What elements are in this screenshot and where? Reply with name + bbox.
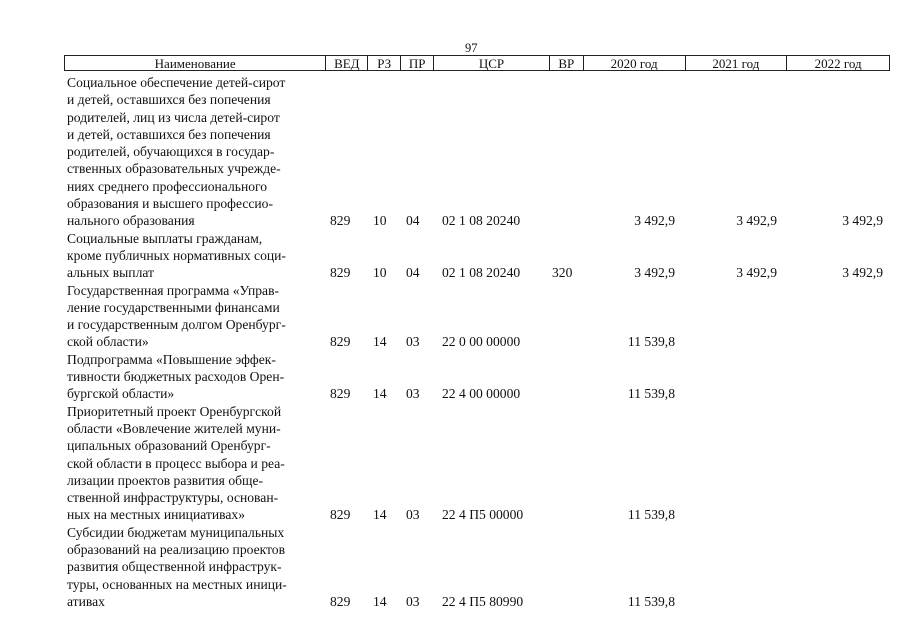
row-name-line: и государственным долгом Оренбург- [67,317,286,333]
cell-year-2020: 3 492,9 [634,265,675,281]
cell-year-2020: 11 539,8 [627,507,675,523]
row-name-line: Социальное обеспечение детей-сирот [67,75,286,90]
header-year-2020: 2020 год [584,56,686,70]
cell-csr: 22 4 П5 00000 [442,507,524,523]
row-name-line: бургской области» [67,386,175,402]
row-name-line: альных выплат [67,265,154,281]
header-year-2022: 2022 год [814,55,862,71]
row-name-line: туры, основанных на местных иници- [67,576,287,592]
row-name-line: ской области в процесс выбора и реа- [67,455,285,471]
cell-csr: 02 1 08 20240 [442,265,521,281]
table-row [0,230,905,282]
cell-vr: 320 [552,265,573,281]
cell-rz: 14 [373,334,387,350]
table-row [0,351,905,403]
header-vr: ВР [550,56,584,70]
page-number: 97 [465,41,478,55]
header-ved: ВЕД [326,56,368,70]
cell-year-2020: 11 539,8 [627,386,675,402]
cell-year-2022: 3 492,9 [842,265,883,281]
cell-csr: 22 4 00 00000 [442,386,521,402]
row-name-line: тивности бюджетных расходов Орен- [67,369,285,385]
cell-rz: 14 [373,593,387,609]
row-name-line: ципальных образований Оренбург- [67,438,271,454]
row-name-line: нального образования [67,213,195,229]
cell-pr: 04 [406,213,420,229]
header-year-2021: 2021 год [686,56,788,70]
cell-rz: 14 [373,386,387,402]
row-name-line: ативах [67,593,105,609]
row-name-line: и детей, оставшихся без попечения [67,126,271,142]
row-name-line: лизации проектов развития обще- [67,472,264,488]
table-body [0,74,905,610]
row-name [67,403,319,524]
row-name-line: образований на реализацию проектов [67,542,286,558]
cell-ved: 829 [330,213,351,229]
row-name-line: ление государственными финансами [67,299,280,315]
cell-rz: 10 [373,265,387,281]
row-name-line: Приоритетный проект Оренбургской [67,403,282,419]
cell-pr: 04 [406,265,420,281]
row-name [67,524,319,610]
row-name-line: родителей, обучающихся в государ- [67,144,275,160]
row-name-line: образования и высшего профессио- [67,196,274,212]
cell-year-2021: 3 492,9 [736,213,777,229]
cell-year-2022: 3 492,9 [842,213,883,229]
header-pr: ПР [401,56,434,70]
cell-ved: 829 [330,334,351,350]
row-name-line: ственных образовательных учрежде- [67,161,281,177]
cell-ved: 829 [330,593,351,609]
row-name [67,74,319,230]
row-name-line: ской области» [67,334,149,350]
table-row [0,282,905,351]
cell-rz: 10 [373,213,387,229]
cell-year-2020: 11 539,8 [627,334,675,350]
row-name-line: области «Вовлечение жителей муни- [67,420,281,436]
row-name-line: ственной инфраструктуры, основан- [67,490,279,506]
cell-csr: 22 0 00 00000 [442,334,521,350]
cell-pr: 03 [406,507,420,523]
table-row [0,524,905,611]
row-name-line: и детей, оставшихся без попечения [67,92,271,108]
row-name-line: развития общественной инфраструк- [67,559,282,575]
cell-rz: 14 [373,507,387,523]
cell-ved: 829 [330,386,351,402]
row-name [67,282,319,351]
row-name-line: ниях среднего профессионального [67,178,268,194]
row-name [67,230,319,282]
row-name-line: кроме публичных нормативных соци- [67,247,286,263]
row-name-line: ных на местных инициативах» [67,507,245,523]
row-name-line: Субсидии бюджетам муниципальных [67,524,285,540]
cell-pr: 03 [406,593,420,609]
cell-ved: 829 [330,265,351,281]
row-name-line: Социальные выплаты гражданам, [67,230,263,246]
row-name-line: Подпрограмма «Повышение эффек- [67,351,276,367]
row-name-line: родителей, лиц из числа детей-сирот [67,109,280,125]
row-name-line: Государственная программа «Управ- [67,282,280,298]
header-rz: РЗ [368,56,401,70]
table-row [0,403,905,524]
cell-pr: 03 [406,334,420,350]
row-name [67,351,319,403]
cell-year-2020: 11 539,8 [627,593,675,609]
header-csr: ЦСР [434,56,550,70]
cell-year-2021: 3 492,9 [736,265,777,281]
table-row [0,74,905,230]
cell-csr: 22 4 П5 80990 [442,593,524,609]
table-header [64,55,890,71]
cell-ved: 829 [330,507,351,523]
cell-csr: 02 1 08 20240 [442,213,521,229]
header-name: Наименование [65,56,326,70]
cell-year-2020: 3 492,9 [634,213,675,229]
cell-pr: 03 [406,386,420,402]
